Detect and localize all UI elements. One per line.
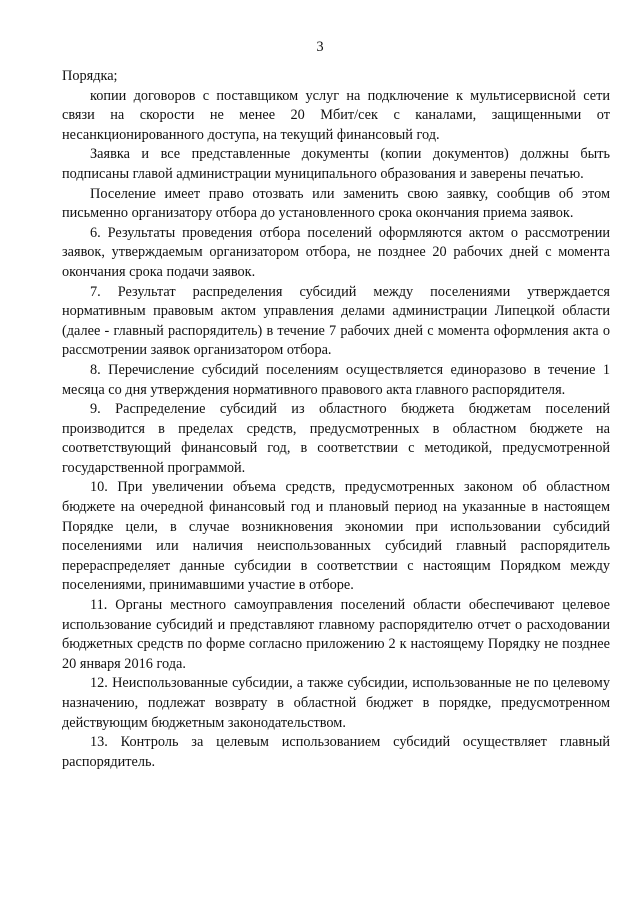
paragraph-6: 7. Результат распределения субсидий между поселениями утверждается нормативным правовым актом управления делами администрации Липецкой области (далее - главный распорядитель) в течение 7 рабочих дней с момента оформления акта о рассмотрении заявок организатором отбора. (62, 283, 610, 359)
paragraph-11: 12. Неиспользованные субсидии, а также субсидии, использованные не по целевому назначению, подлежат возврату в областной бюджет в порядке, предусмотренном действующим бюджетным законодательством. (62, 675, 610, 731)
paragraph-10: 11. Органы местного самоуправления поселений области обеспечивают целевое использование субсидий и представляют главному распорядителю отчет о расходовании бюджетных средств по форме согласно приложению 2 к настоящему Порядку не позднее 20 января 2016 года. (62, 597, 610, 672)
paragraph-2: копии договоров с поставщиком услуг на подключение к мультисервисной сети связи на скорости не менее 20 Мбит/сек с каналами, защищенными от несанкционированного доступа, на текущий финансовый год. (62, 87, 610, 143)
paragraph-8: 9. Распределение субсидий из областного бюджета бюджетам поселений производится в пределах средств, предусмотренных в областном бюджете на соответствующий финансовый год, в соответствии с методикой, предусмотренной государственной программой. (62, 401, 610, 476)
page-number: 3 (316, 39, 324, 55)
paragraph-12: 13. Контроль за целевым использованием субсидий осуществляет главный распорядитель. (62, 734, 610, 770)
paragraph-1: Порядка; (62, 68, 118, 84)
paragraph-5: 6. Результаты проведения отбора поселений оформляются актом о рассмотрении заявок, утверждаемым организатором отбора, не позднее 20 рабочих дней с момента окончания срока подачи заявок. (62, 224, 610, 280)
paragraph-9: 10. При увеличении объема средств, предусмотренных законом об областном бюджете на очередной финансовый год и плановый период на указанные в настоящем Порядке цели, в случае возникновения экономии при использовании субсидий поселениями или наличия неиспользованных субсидий главный распорядитель перераспределяет данные субсидии в соответствии с настоящим Порядком между поселениями, принимавшими участие в отборе. (62, 479, 610, 594)
document-body (62, 67, 610, 772)
paragraph-4: Поселение имеет право отозвать или заменить свою заявку, сообщив об этом письменно организатору отбора до установленного срока окончания приема заявок. (62, 185, 610, 222)
paragraph-3: Заявка и все представленные документы (копии документов) должны быть подписаны главой администрации муниципального образования и заверены печатью. (62, 146, 610, 182)
paragraph-7: 8. Перечисление субсидий поселениям осуществляется единоразово в течение 1 месяца со дня утверждения нормативного правового акта главного распорядителя. (62, 361, 610, 398)
